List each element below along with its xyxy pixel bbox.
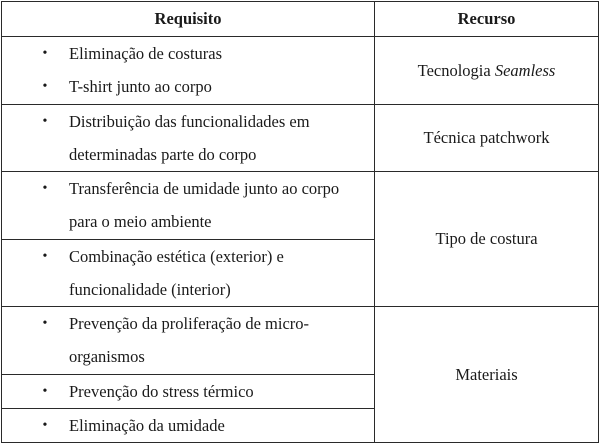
- list-item: [2, 409, 374, 442]
- requirement-text: Eliminação da umidade: [69, 416, 225, 435]
- requirements-table: [1, 1, 599, 443]
- bullet-icon: •: [42, 79, 48, 94]
- list-item: [2, 105, 374, 171]
- requirement-text: Prevenção do stress térmico: [69, 382, 254, 401]
- requirement-text: T-shirt junto ao corpo: [69, 77, 212, 96]
- table-row: [2, 307, 599, 375]
- requirement-text: Combinação estética (exterior) e funcionalidade (interior): [69, 247, 284, 299]
- list-item: [2, 240, 374, 306]
- requirement-text: Transferência de umidade junto ao corpo para o meio ambiente: [69, 179, 340, 231]
- bullet-icon: •: [42, 181, 48, 196]
- resource-cell: Tipo de costura: [375, 172, 599, 307]
- resource-cell: Materiais: [375, 307, 599, 443]
- bullet-icon: •: [42, 418, 48, 433]
- header-requisito: Requisito: [2, 2, 375, 37]
- requirement-cell: [2, 240, 375, 307]
- resource-text: Tecnologia: [417, 60, 495, 80]
- table-row: [2, 172, 599, 240]
- table-row: [2, 37, 599, 105]
- resource-cell: Técnica patchwork: [375, 105, 599, 172]
- table-header-row: [2, 2, 599, 37]
- bullet-icon: •: [42, 46, 48, 61]
- bullet-icon: •: [42, 316, 48, 331]
- resource-text-italic: Seamless: [494, 60, 556, 80]
- requirement-cell: [2, 105, 375, 172]
- requirement-text: Prevenção da proliferação de micro-organismos: [69, 314, 310, 366]
- list-item: [2, 172, 374, 238]
- requirement-text: Distribuição das funcionalidades em determinadas parte do corpo: [69, 112, 310, 164]
- bullet-icon: •: [42, 249, 48, 264]
- requirement-cell: [2, 409, 375, 443]
- requirement-cell: [2, 172, 375, 240]
- bullet-icon: •: [42, 384, 48, 399]
- bullet-icon: •: [42, 114, 48, 129]
- table-row: [2, 105, 599, 172]
- requirement-cell: [2, 307, 375, 375]
- list-item: [2, 37, 374, 70]
- list-item: [2, 307, 374, 373]
- header-recurso: Recurso: [375, 2, 599, 37]
- list-item: [2, 70, 374, 103]
- list-item: [2, 375, 374, 408]
- requirement-text: Eliminação de costuras: [69, 44, 223, 63]
- requirement-cell: [2, 37, 375, 105]
- resource-cell: [375, 37, 599, 105]
- requirement-cell: [2, 375, 375, 409]
